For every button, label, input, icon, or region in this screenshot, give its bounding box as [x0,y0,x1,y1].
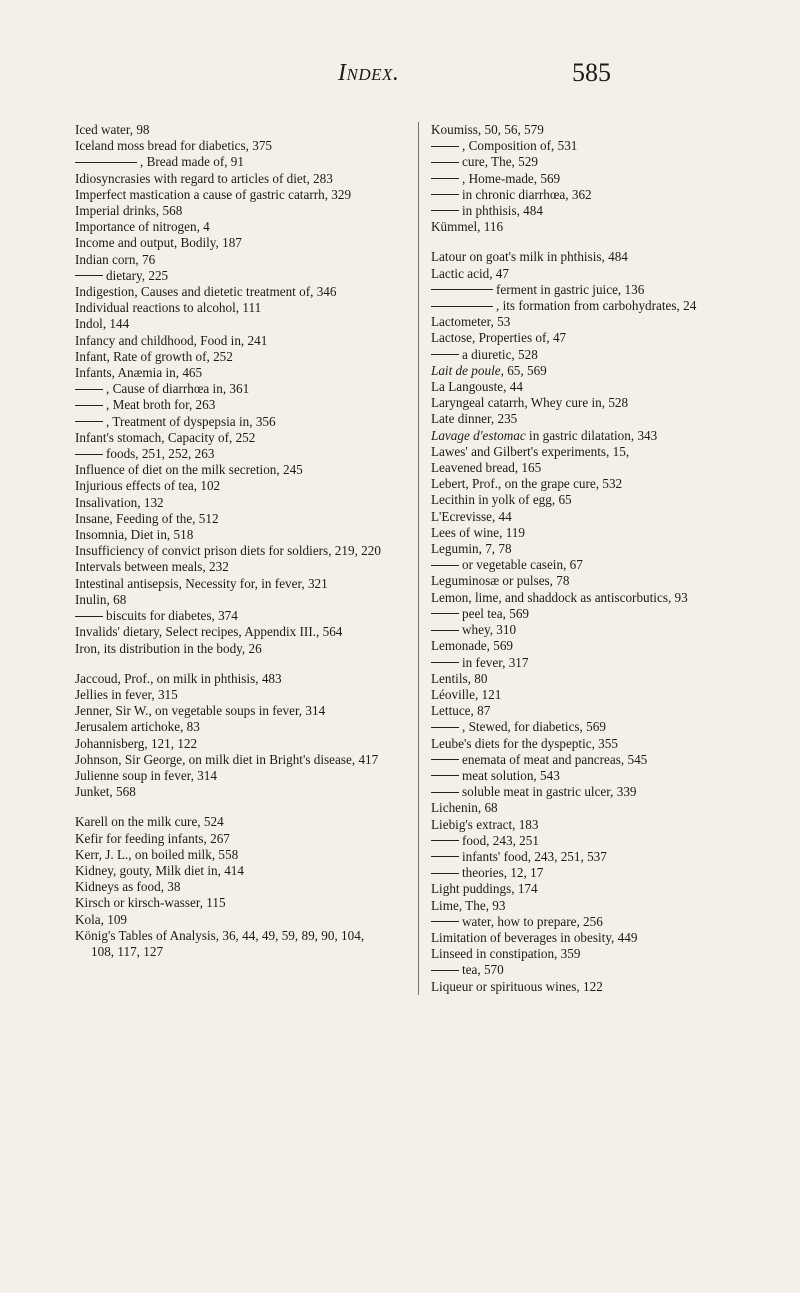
index-entry-text: theories, 12, 17 [462,865,544,881]
index-entry [75,752,390,768]
index-entry [431,460,751,476]
index-entry [431,298,751,314]
index-entry-text: Lawes' and Gilbert's experiments, 15, [431,443,630,459]
index-entry [75,879,390,895]
index-entry-text: Late dinner, 235 [431,411,518,427]
index-entry-text: dietary, 225 [106,267,169,283]
index-entry [431,395,751,411]
index-entry [431,979,751,995]
index-entry-text: Jenner, Sir W., on vegetable soups in fever, 314 [75,703,326,719]
index-entry-text: Linseed in constipation, 359 [431,946,581,962]
ditto-dash [431,289,493,290]
index-entry [75,543,390,559]
ditto-dash [431,840,459,841]
index-entry [431,525,751,541]
index-entry [75,687,390,703]
index-entry-text: Lees of wine, 119 [431,524,525,540]
index-entry-text: , Bread made of, 91 [140,154,244,170]
index-entry [431,606,751,622]
ditto-dash [431,873,459,874]
index-entry-text: Infant, Rate of growth of, 252 [75,348,233,364]
index-entry-text: , Stewed, for diabetics, 569 [462,719,606,735]
index-entry [75,122,390,138]
index-entry [431,541,751,557]
index-entry-text: Kidneys as food, 38 [75,879,181,895]
index-entry [431,171,751,187]
index-entry [75,365,390,381]
index-entry [75,784,390,800]
ditto-dash [431,146,459,147]
ditto-dash [431,194,459,195]
index-entry-text: Intestinal antisepsis, Necessity for, in fever, 321 [75,575,328,591]
index-entry [75,300,390,316]
index-entry [431,881,751,897]
index-entry [75,430,390,446]
ditto-dash [75,389,103,390]
index-entry-text: Kümmel, 116 [431,219,504,235]
index-entry [75,703,390,719]
index-entry-text: Kirsch or kirsch-wasser, 115 [75,895,226,911]
index-entry-text: Individual reactions to alcohol, 111 [75,300,262,316]
index-entry-text: infants' food, 243, 251, 537 [462,848,607,864]
ditto-dash [431,354,459,355]
ditto-dash [431,759,459,760]
index-entry-text: La Langouste, 44 [431,379,523,395]
index-entry [75,863,390,879]
index-entry-text: Infancy and childhood, Food in, 241 [75,332,268,348]
index-entry-text: biscuits for diabetes, 374 [106,608,238,624]
index-entry [75,831,390,847]
running-header-title: Index. [338,60,400,86]
index-entry-text: Intervals between meals, 232 [75,559,229,575]
index-entry-text: Insufficiency of convict prison diets for soldiers, 219, 220 [75,543,381,559]
index-entry-text: or vegetable casein, 67 [462,557,583,573]
index-entry-text: Injurious effects of tea, 102 [75,478,221,494]
index-entry-text: Johannisberg, 121, 122 [75,735,198,751]
index-entry [431,266,751,282]
index-entry [431,122,751,138]
index-entry [431,736,751,752]
index-entry-text: cure, The, 529 [462,154,538,170]
index-entry-text: Julienne soup in fever, 314 [75,767,217,783]
index-entry [75,235,390,251]
index-entry-text: Lichenin, 68 [431,800,498,816]
index-entry [431,476,751,492]
index-column-right [418,122,751,995]
index-entry [431,671,751,687]
index-entry [75,381,390,397]
index-entry [431,898,751,914]
index-entry-text: Kola, 109 [75,911,128,927]
index-entry [75,203,390,219]
index-entry-text: tea, 570 [462,962,504,978]
index-entry [75,446,390,462]
index-entry-text: , Treatment of dyspepsia in, 356 [106,413,276,429]
index-entry-text: Lime, The, 93 [431,897,506,913]
index-entry [431,768,751,784]
index-entry-text: , Cause of diarrhœa in, 361 [106,381,250,397]
index-entry [431,509,751,525]
index-entry [431,363,751,379]
index-entry [431,719,751,735]
index-entry [431,187,751,203]
index-entry-text: Jellies in fever, 315 [75,686,178,702]
index-entry [431,492,751,508]
ditto-dash [431,613,459,614]
index-entry-text: enemata of meat and pancreas, 545 [462,751,648,767]
index-entry [75,641,390,657]
index-entry [431,347,751,363]
index-entry [431,817,751,833]
index-entry-text: peel tea, 569 [462,605,530,621]
index-entry-text: Lemonade, 569 [431,638,514,654]
index-entry [75,768,390,784]
index-entry [431,573,751,589]
index-entry [75,333,390,349]
ditto-dash [431,792,459,793]
index-entry [431,557,751,573]
index-entry [75,154,390,170]
index-entry [431,752,751,768]
index-entry [75,252,390,268]
index-entry [431,865,751,881]
index-entry [75,414,390,430]
index-entry [75,138,390,154]
index-entry-text: Iced water, 98 [75,122,150,137]
index-entry-text: Imperial drinks, 568 [75,203,183,219]
index-entry [431,655,751,671]
index-entry [431,154,751,170]
index-entry-text: food, 243, 251 [462,832,539,848]
index-entry-text: Lentils, 80 [431,670,488,686]
index-entry [431,930,751,946]
index-entry [431,379,751,395]
index-entry [431,703,751,719]
index-entry-text: a diuretic, 528 [462,346,538,362]
index-entry-text: Lettuce, 87 [431,703,491,719]
ditto-dash [431,970,459,971]
index-entry-text: König's Tables of Analysis, 36, 44, 49, 59, 89, 90, 104, 108, 117, 127 [75,927,365,959]
index-entry-text: Laryngeal catarrh, Whey cure in, 528 [431,395,629,411]
index-entry-text: Kerr, J. L., on boiled milk, 558 [75,846,239,862]
index-entry-text: Insomnia, Diet in, 518 [75,527,194,543]
index-entry [75,736,390,752]
page-number: 585 [572,58,611,87]
ditto-dash [431,162,459,163]
index-entry-text: Inulin, 68 [75,591,127,607]
index-column-left [75,122,390,960]
index-entry-text: foods, 251, 252, 263 [106,446,215,462]
index-entry-text: Indian corn, 76 [75,251,156,267]
index-entry [431,833,751,849]
index-entry [431,638,751,654]
index-entry-text: in gastric dilatation, 343 [525,427,658,443]
index-entry-text: Light puddings, 174 [431,881,538,897]
index-entry [75,928,390,960]
index-entry-text: Latour on goat's milk in phthisis, 484 [431,249,628,265]
index-entry [431,444,751,460]
index-entry-text: Leube's diets for the dyspeptic, 355 [431,735,618,751]
index-entry-text: Lebert, Prof., on the grape cure, 532 [431,476,623,492]
index-entry-text: Jerusalem artichoke, 83 [75,719,200,735]
ditto-dash [431,727,459,728]
index-entry [431,249,751,265]
index-entry-text: Indol, 144 [75,316,130,332]
index-entry [431,203,751,219]
index-entry [75,624,390,640]
index-entry-text: Leguminosæ or pulses, 78 [431,573,570,589]
index-entry [75,219,390,235]
ditto-dash [431,210,459,211]
index-entry [75,478,390,494]
index-entry [431,914,751,930]
ditto-dash [431,178,459,179]
index-entry-text: Lactic acid, 47 [431,265,509,281]
index-entry-text: , its formation from carbohydrates, 24 [496,298,697,314]
index-entry-text: L'Ecrevisse, 44 [431,508,512,524]
index-entry [75,171,390,187]
index-entry-text: whey, 310 [462,622,517,638]
index-entry-text: Liqueur or spirituous wines, 122 [431,978,603,994]
index-entry [75,511,390,527]
index-entry [431,219,751,235]
index-entry-text: Junket, 568 [75,784,136,800]
index-entry [75,316,390,332]
index-entry-text: Iceland moss bread for diabetics, 375 [75,138,273,154]
index-entry-text: , Home-made, 569 [462,170,561,186]
index-entry [75,608,390,624]
index-entry-text: Idiosyncrasies with regard to articles of diet, 283 [75,170,333,186]
ditto-dash [431,856,459,857]
index-entry-text: Lemon, lime, and shaddock as antiscorbutics, 93 [431,589,688,605]
ditto-dash [75,275,103,276]
index-entry [431,411,751,427]
index-entry-text: , Meat broth for, 263 [106,397,216,413]
index-entry [431,282,751,298]
index-entry [75,527,390,543]
index-entry-text: Jaccoud, Prof., on milk in phthisis, 483 [75,670,282,686]
index-entry [431,622,751,638]
index-entry [75,592,390,608]
index-entry [431,849,751,865]
index-entry-text: , 65, 569 [500,362,547,378]
index-entry-text: Lactose, Properties of, 47 [431,330,567,346]
index-entry [75,847,390,863]
index-entry-text: Leavened bread, 165 [431,460,542,476]
index-entry-text: in chronic diarrhœa, 362 [462,186,592,202]
index-entry [431,784,751,800]
index-entry [431,800,751,816]
ditto-dash [75,162,137,163]
index-entry [431,314,751,330]
index-entry [75,284,390,300]
index-entry [75,814,390,830]
index-entry-text: in phthisis, 484 [462,203,543,219]
index-entry [75,349,390,365]
index-entry-text: Legumin, 7, 78 [431,541,512,557]
index-entry-text: Liebig's extract, 183 [431,816,539,832]
ditto-dash [75,421,103,422]
index-entry-text: Income and output, Bodily, 187 [75,235,242,251]
index-entry-text: Infant's stomach, Capacity of, 252 [75,429,256,445]
index-entry [431,687,751,703]
index-entry [431,428,751,444]
index-entry-text: Léoville, 121 [431,686,502,702]
index-entry-text: Koumiss, 50, 56, 579 [431,122,544,137]
index-entry-text: in fever, 317 [462,654,529,670]
index-entry [431,962,751,978]
index-entry-text: Infants, Anæmia in, 465 [75,365,203,381]
index-entry-text: meat solution, 543 [462,767,560,783]
index-entry [75,462,390,478]
index-entry-text: soluble meat in gastric ulcer, 339 [462,784,637,800]
index-entry-text: water, how to prepare, 256 [462,913,603,929]
ditto-dash [431,630,459,631]
index-entry [431,138,751,154]
index-entry [75,671,390,687]
ditto-dash [431,775,459,776]
ditto-dash [75,454,103,455]
index-entry [431,946,751,962]
index-entry-text: Limitation of beverages in obesity, 449 [431,929,638,945]
index-entry-text: Invalids' dietary, Select recipes, Appendix III., 564 [75,624,343,640]
ditto-dash [431,921,459,922]
index-entry-text: Imperfect mastication a cause of gastric catarrh, 329 [75,186,352,202]
index-entry-text: Insalivation, 132 [75,494,164,510]
index-entry [75,576,390,592]
index-entry [75,895,390,911]
index-entry [431,330,751,346]
index-entry-text: Kidney, gouty, Milk diet in, 414 [75,862,244,878]
index-entry-text: Importance of nitrogen, 4 [75,219,210,235]
index-entry-text: Johnson, Sir George, on milk diet in Bright's disease, 417 [75,751,379,767]
index-entry-italic: Lait de poule [431,362,501,378]
ditto-dash [75,405,103,406]
index-entry-text: Influence of diet on the milk secretion, 245 [75,462,303,478]
index-entry [75,397,390,413]
ditto-dash [75,616,103,617]
index-entry-text: Lactometer, 53 [431,314,511,330]
index-entry [75,719,390,735]
index-entry [75,187,390,203]
index-entry-text: Kefir for feeding infants, 267 [75,830,230,846]
index-entry [75,495,390,511]
index-entry [75,559,390,575]
index-entry [75,268,390,284]
index-entry-text: Insane, Feeding of the, 512 [75,510,219,526]
index-entry-text: Indigestion, Causes and dietetic treatment of, 346 [75,284,337,300]
index-entry-text: ferment in gastric juice, 136 [496,281,645,297]
index-entry-text: Karell on the milk cure, 524 [75,814,224,830]
ditto-dash [431,662,459,663]
index-entry [75,912,390,928]
index-entry-text: Iron, its distribution in the body, 26 [75,640,262,656]
ditto-dash [431,306,493,307]
index-entry [431,590,751,606]
index-entry-italic: Lavage d'estomac [431,427,526,443]
index-entry-text: , Composition of, 531 [462,138,578,154]
index-entry-text: Lecithin in yolk of egg, 65 [431,492,572,508]
ditto-dash [431,565,459,566]
